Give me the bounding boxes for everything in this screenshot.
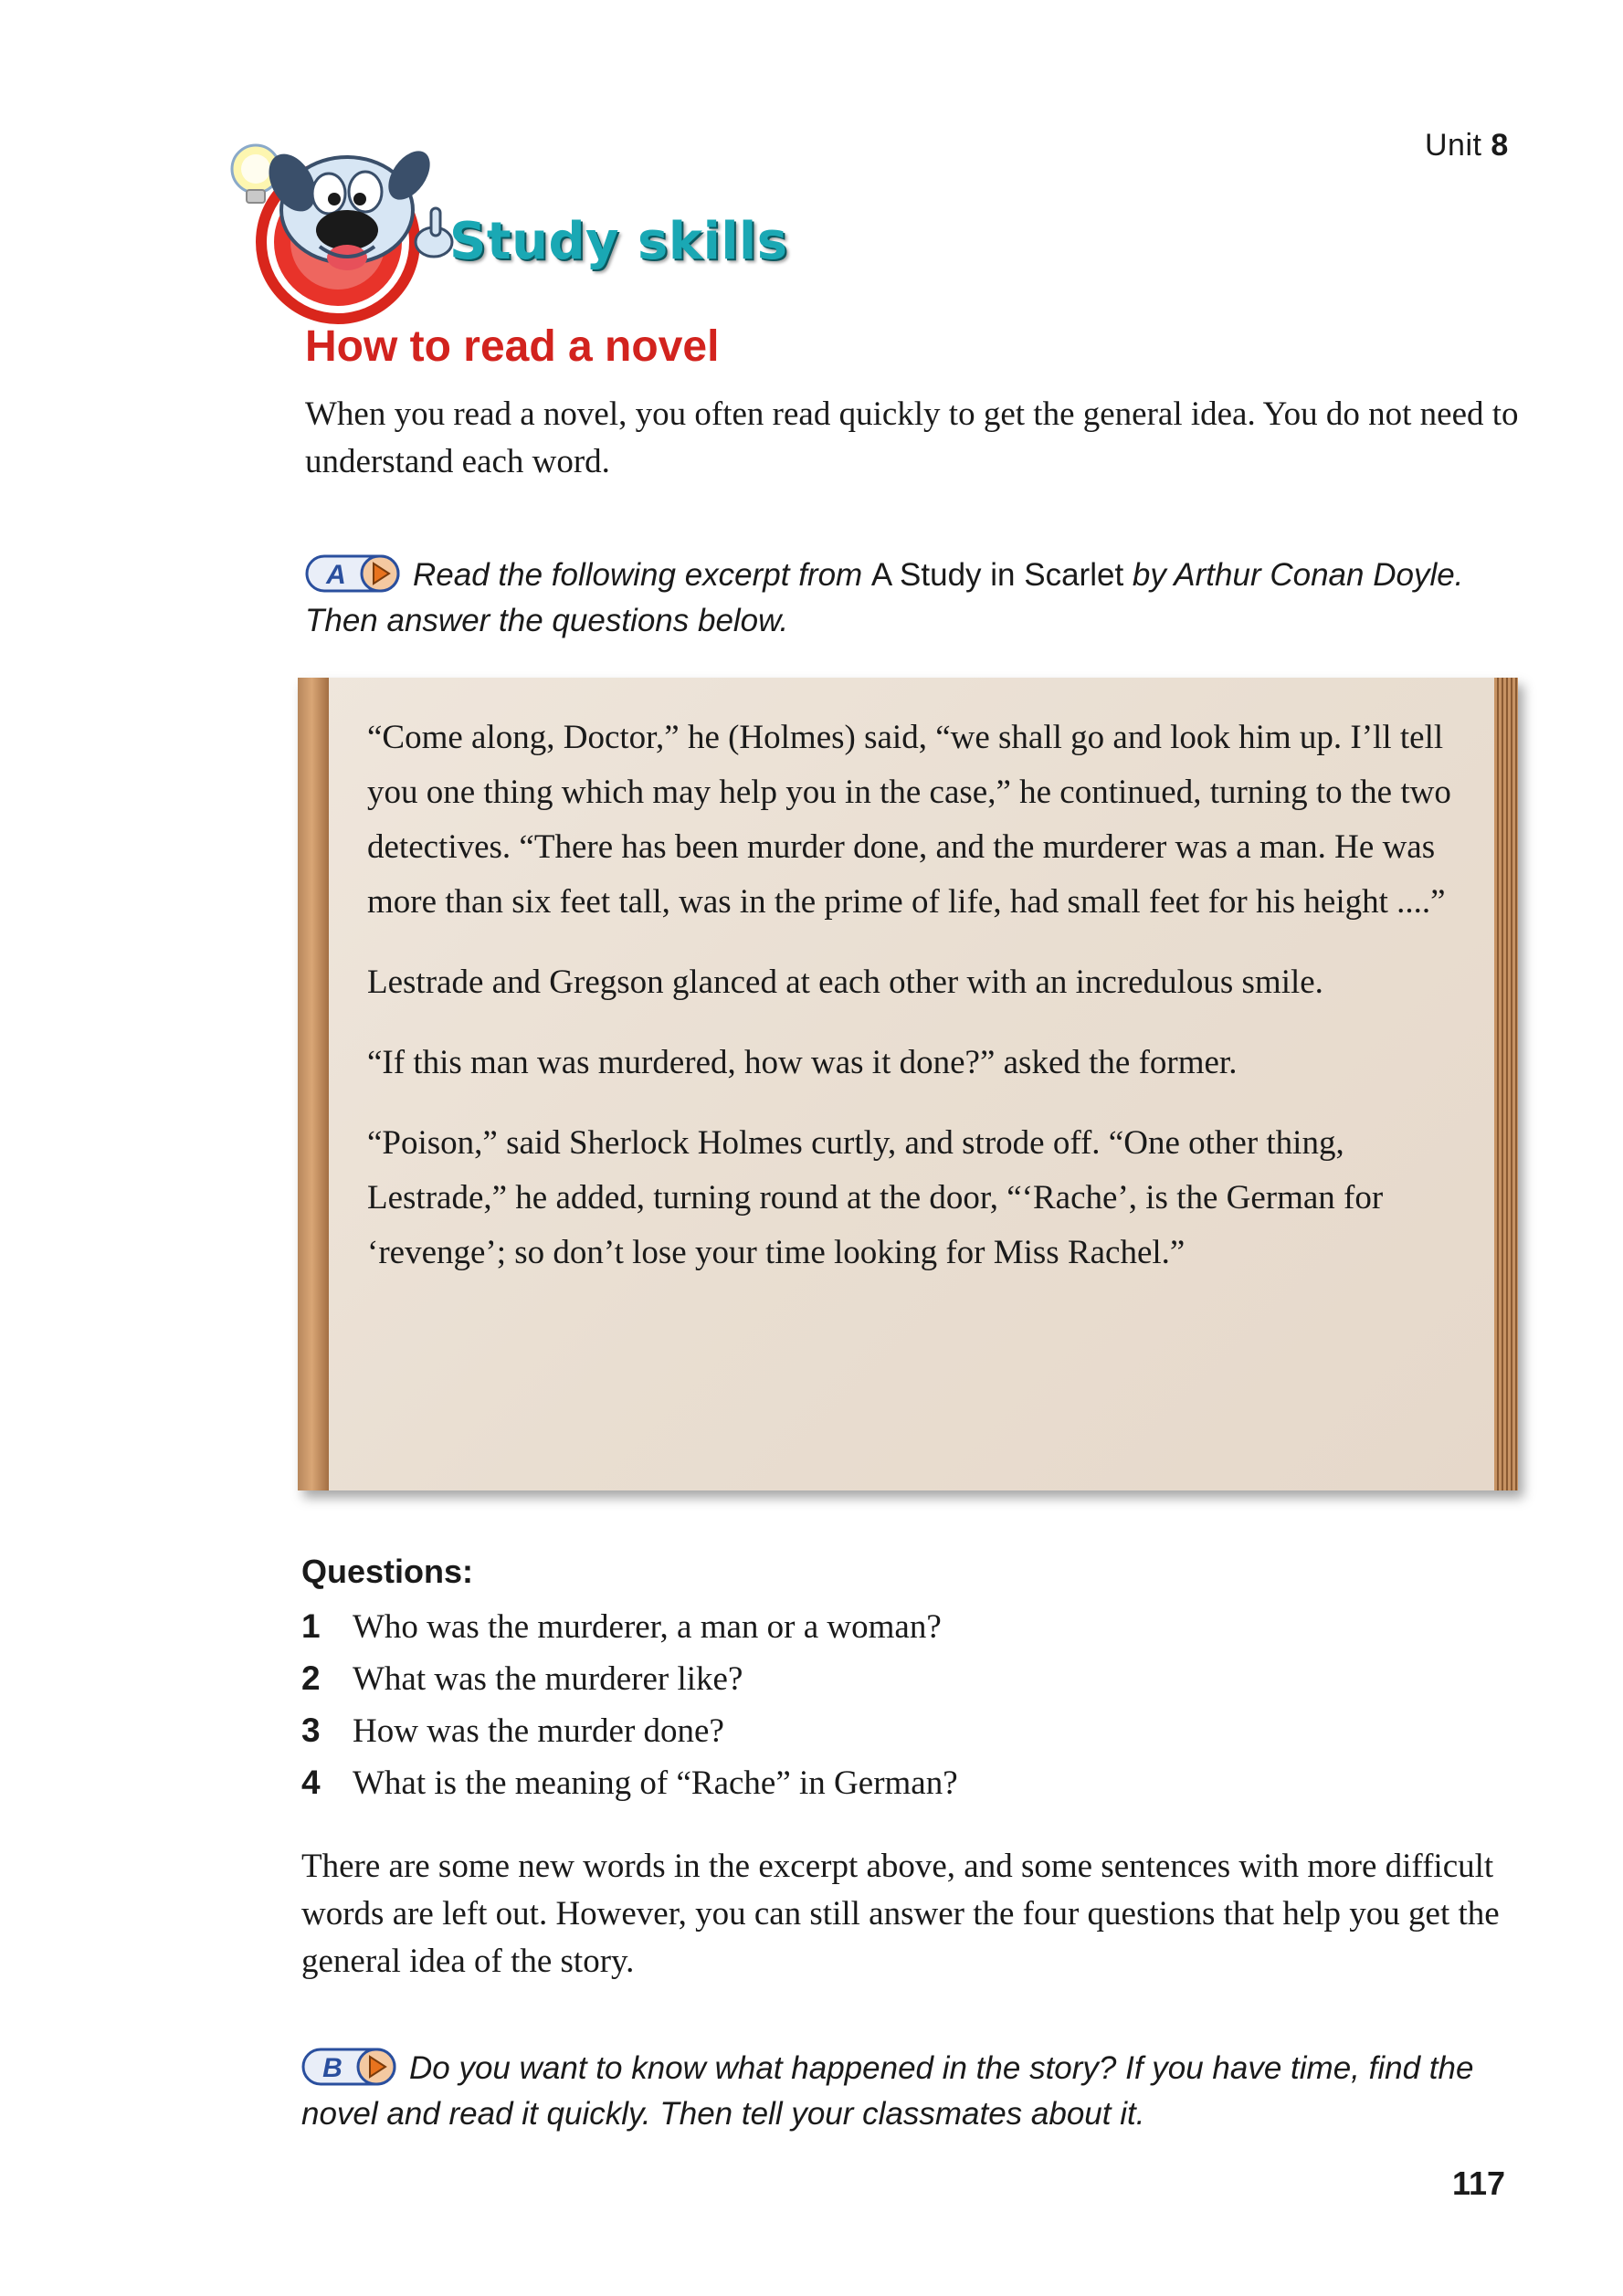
task-a-book-title: A Study in Scarlet xyxy=(870,557,1124,593)
page-heading: How to read a novel xyxy=(305,322,720,371)
task-b-badge-letter: B xyxy=(322,2052,343,2083)
dog-paw xyxy=(416,208,452,257)
question-text: What was the murderer like? xyxy=(353,1660,743,1698)
task-a-badge-icon xyxy=(305,554,400,593)
unit-number: 8 xyxy=(1491,128,1509,163)
question-number: 4 xyxy=(301,1764,321,1801)
excerpt-paragraph: “Poison,” said Sherlock Holmes curtly, and strode off. “One other thing, Lestrade,” he added, turning round at the door, “‘Rache’, is the German for ‘revenge’; so don’t lose your time looking for Miss Rachel.” xyxy=(367,1124,1384,1271)
page-number: 117 xyxy=(1452,2164,1506,2202)
question-number: 2 xyxy=(301,1659,321,1697)
questions-heading: Questions: xyxy=(301,1553,474,1590)
excerpt-box xyxy=(298,678,1518,1490)
question-item xyxy=(301,1704,958,1756)
task-b-badge-icon xyxy=(301,2048,396,2086)
intro-paragraph: When you read a novel, you often read quickly to get the general idea. You do not need to understand each word. xyxy=(305,395,1519,480)
excerpt-paragraph: “Come along, Doctor,” he (Holmes) said, “we shall go and look him up. I’ll tell you one thing which may help you in the case,” he continued, turning to the two detectives. “There has been murder done, and the murderer was a man. He was more than six feet tall, was in the prime of life, had small feet for his height ....” xyxy=(367,719,1451,921)
questions-list xyxy=(301,1600,958,1808)
question-item xyxy=(301,1652,958,1704)
excerpt-spine-left xyxy=(298,678,329,1490)
excerpt-paragraph: Lestrade and Gregson glanced at each other with an incredulous smile. xyxy=(367,964,1323,1001)
task-b-instruction xyxy=(301,2046,1525,2137)
question-item xyxy=(301,1600,958,1652)
closing-paragraph: There are some new words in the excerpt above, and some sentences with more difficult words are left out. However, you can still answer the four questions that help you get the general idea of the story. xyxy=(301,1848,1500,1980)
task-a-text-before: Read the following excerpt from xyxy=(413,557,871,593)
question-number: 1 xyxy=(301,1607,321,1645)
task-b-text: Do you want to know what happened in the story? If you have time, find the novel and read it quickly. Then tell your classmates about it. xyxy=(301,2050,1474,2132)
question-number: 3 xyxy=(301,1711,321,1749)
task-a-text-after: by Arthur Conan Doyle. Then answer the questions below. xyxy=(305,557,1464,638)
question-text: Who was the murderer, a man or a woman? xyxy=(353,1608,942,1646)
task-a-badge-letter: A xyxy=(326,559,346,590)
excerpt-paragraph: “If this man was murdered, how was it done?” asked the former. xyxy=(367,1044,1238,1081)
question-text: What is the meaning of “Rache” in German? xyxy=(353,1764,958,1802)
task-a-instruction xyxy=(305,553,1529,644)
question-item xyxy=(301,1756,958,1808)
unit-label xyxy=(1425,128,1509,163)
unit-prefix: Unit xyxy=(1425,128,1482,163)
excerpt-page-edges xyxy=(1494,678,1518,1490)
excerpt-text xyxy=(367,711,1463,1306)
section-title: Study skills xyxy=(449,212,788,271)
question-text: How was the murder done? xyxy=(353,1712,724,1750)
